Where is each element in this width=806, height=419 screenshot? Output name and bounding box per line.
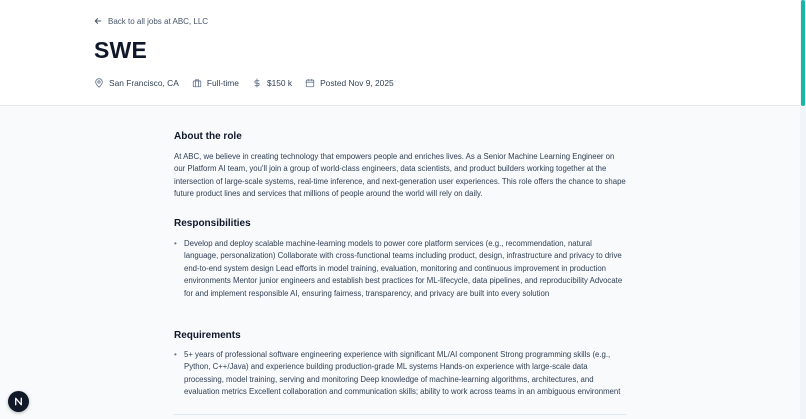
meta-posted bbox=[305, 78, 394, 88]
briefcase-icon bbox=[192, 78, 202, 88]
scrollbar-track[interactable] bbox=[800, 0, 806, 419]
map-pin-icon bbox=[94, 78, 104, 88]
back-to-jobs-link[interactable] bbox=[94, 15, 208, 27]
list-item bbox=[174, 238, 626, 300]
location-text: San Francisco, CA bbox=[109, 78, 179, 88]
meta-employment-type bbox=[192, 78, 239, 88]
salary-text: $150 k bbox=[266, 78, 293, 88]
bullet-dot: • bbox=[174, 239, 177, 248]
n-logo-icon bbox=[12, 395, 25, 408]
responsibility-text: Develop and deploy scalable machine-learning models to power core platform services (e.g., recommendation, natural language, personalization) Collaborate with cross-functional teams including product, design, infrastructure and privacy to drive end-to-end system design Lead efforts in model training, evaluation, monitoring and continuous improvement in production environments Mentor junior engineers and establish best practices for ML-lifecycle, data pipelines, and reproducibility Advocate for and implement responsible AI, ensuring fairness, transparency, and privacy are built into every solution bbox=[184, 239, 623, 298]
posted-date-text: Posted Nov 9, 2025 bbox=[320, 78, 394, 88]
about-section-text: At ABC, we believe in creating technology that empowers people and enriches lives. As a Senior Machine Learning Engineer on our Platform AI team, you'll join a group of world-class engineers, data scientists, and product builders working together at the intersection of large-scale systems, real-time inference, and next-generation user experiences. This role offers the chance to shape future product lines and services that millions of people around the world will rely on daily. bbox=[174, 152, 626, 199]
meta-salary bbox=[252, 78, 292, 88]
arrow-left-icon bbox=[94, 17, 102, 25]
section-divider bbox=[174, 414, 626, 415]
job-meta bbox=[94, 76, 407, 90]
about-section-title: About the role bbox=[174, 131, 242, 142]
requirements-section-title: Requirements bbox=[174, 330, 241, 341]
bullet-dot: • bbox=[174, 350, 177, 359]
back-link-label: Back to all jobs at ABC, LLC bbox=[108, 16, 209, 26]
responsibilities-list bbox=[174, 238, 626, 300]
requirements-list bbox=[174, 349, 626, 399]
job-header bbox=[0, 0, 806, 106]
list-item bbox=[174, 349, 626, 399]
requirement-text: 5+ years of professional software engineering experience with significant ML/AI component Strong programming skills (e.g., Python, C++/Java) and experience building production-grade ML systems Hands-on experience with large-scale data processing, model training, serving and monitoring Deep knowledge of machine-learning algorithms, architectures, and evaluation metrics Excellent collaboration and communication skills; ability to work across teams in an ambiguous environment bbox=[184, 350, 621, 397]
job-title: SWE bbox=[94, 37, 147, 63]
calendar-icon bbox=[305, 78, 315, 88]
dev-tools-button[interactable] bbox=[8, 391, 29, 412]
responsibilities-section-title: Responsibilities bbox=[174, 218, 251, 229]
meta-location bbox=[94, 78, 179, 88]
scrollbar-thumb[interactable] bbox=[801, 0, 805, 106]
dollar-icon bbox=[252, 78, 262, 88]
employment-type-text: Full-time bbox=[206, 78, 239, 88]
